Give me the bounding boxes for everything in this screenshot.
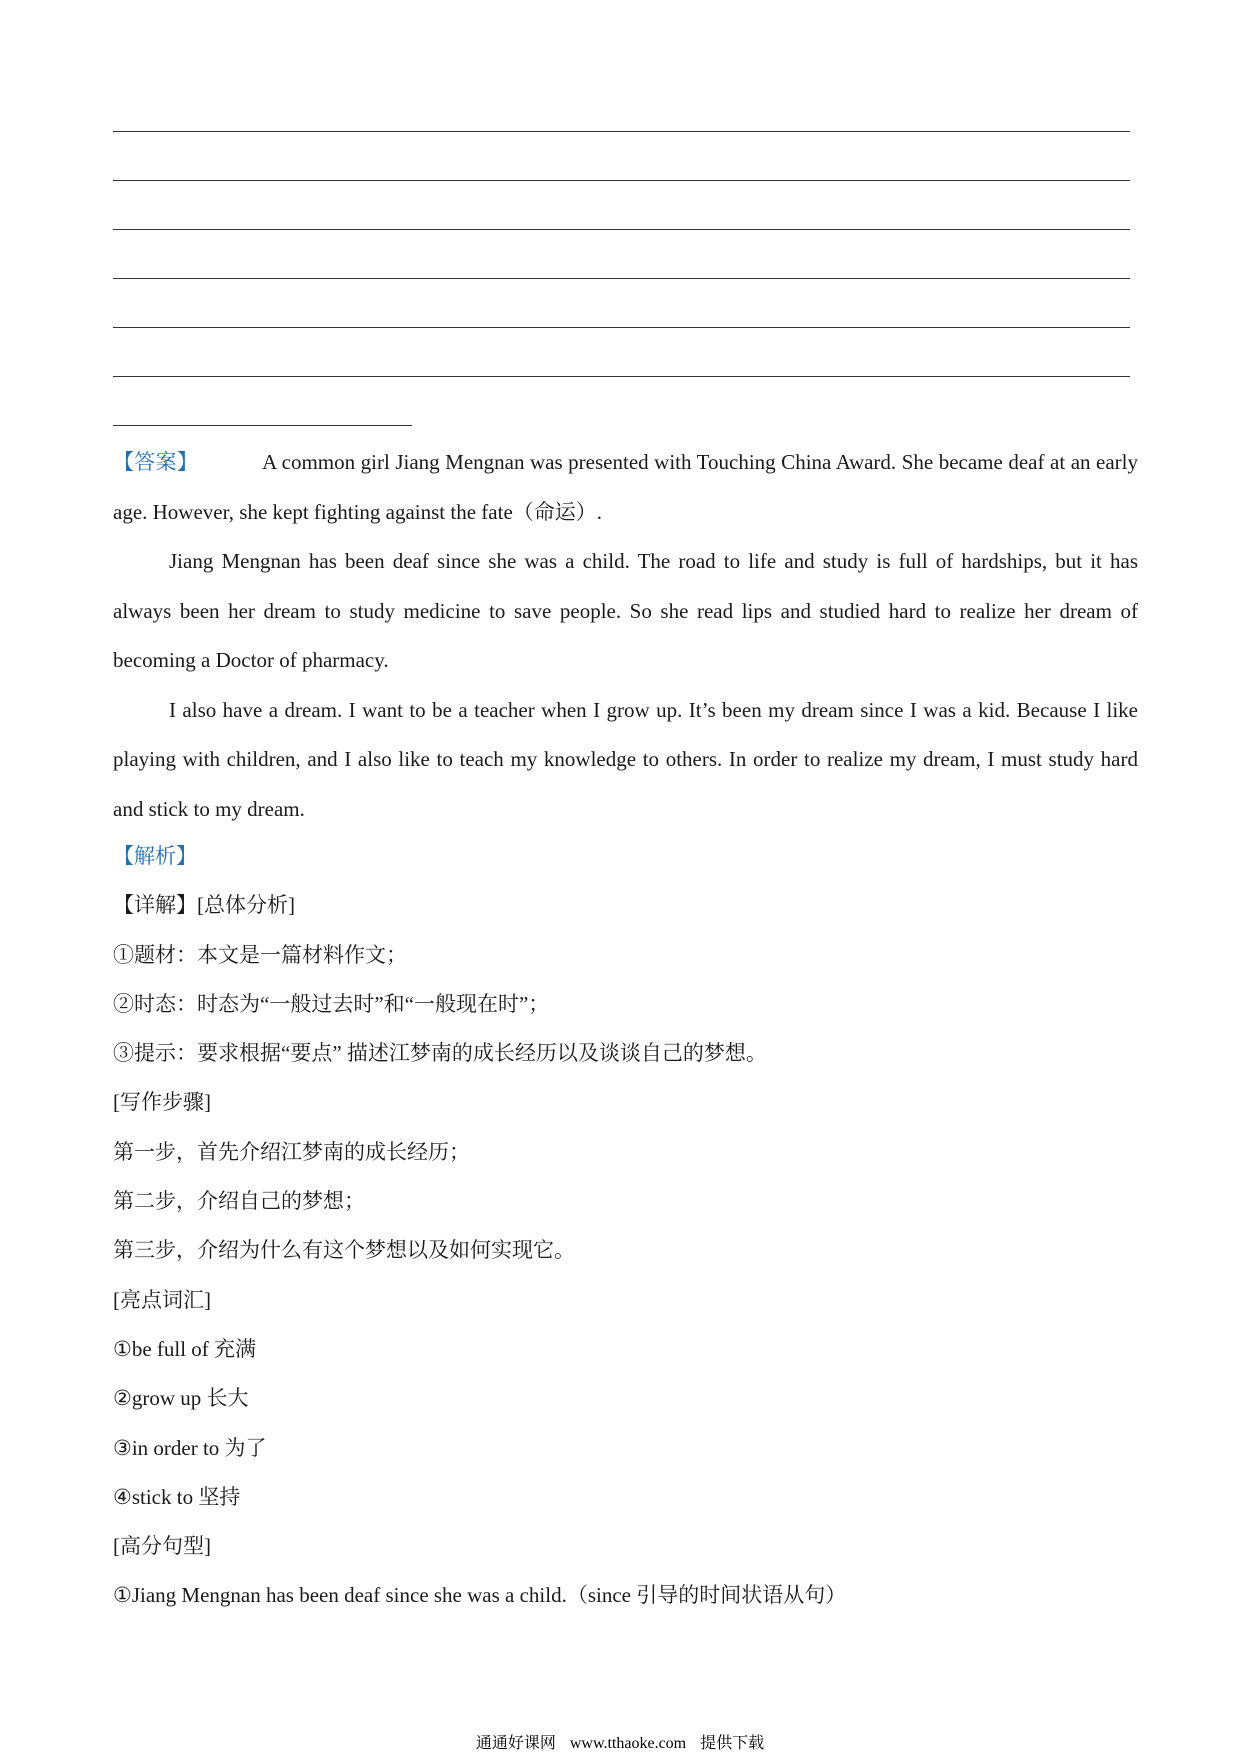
analysis-line: 【详解】[总体分析] (113, 893, 295, 918)
writing-line (113, 131, 1130, 132)
analysis-line: ③提示：要求根据“要点” 描述江梦南的成长经历以及谈谈自己的梦想。 (113, 1041, 767, 1066)
analysis-line: ①题材：本文是一篇材料作文； (113, 942, 407, 967)
answer-section (113, 438, 1138, 834)
writing-line (113, 327, 1130, 328)
footer-site-name: 通通好课网 (475, 1735, 556, 1752)
analysis-line: 第二步，介绍自己的梦想； (113, 1189, 365, 1214)
writing-line (113, 180, 1130, 181)
analysis-section (113, 832, 1138, 1621)
footer-note: 提供下载 (700, 1735, 765, 1752)
analysis-line: ④stick to 坚持 (113, 1484, 241, 1509)
analysis-line: ②grow up 长大 (113, 1386, 249, 1411)
answer-paragraph-1 (113, 438, 1138, 537)
writing-line (113, 278, 1130, 279)
analysis-line: [亮点词汇] (113, 1287, 211, 1312)
footer-url[interactable]: www.tthaoke.com (569, 1735, 687, 1752)
writing-line (113, 376, 1130, 377)
analysis-line: ②时态：时态为“一般过去时”和“一般现在时”； (113, 991, 550, 1016)
analysis-line: ①Jiang Mengnan has been deaf since she was a child.（since 引导的时间状语从句） (113, 1583, 847, 1608)
analysis-line: 第一步，首先介绍江梦南的成长经历； (113, 1139, 470, 1164)
analysis-line: [写作步骤] (113, 1090, 211, 1115)
answer-paragraph-2: Jiang Mengnan has been deaf since she was a child. The road to life and study is full of hardships, but it has always been her dream to study medicine to save people. So she read lips and studied hard to realize her dream of becoming a Doctor of pharmacy. (113, 549, 1138, 672)
analysis-line: 第三步，介绍为什么有这个梦想以及如何实现它。 (113, 1238, 575, 1263)
writing-line (113, 229, 1130, 230)
answer-text-1: A common girl Jiang Mengnan was presented with Touching China Award. She became deaf at an early age. However, she kept fighting against the fate（命运）. (113, 450, 1139, 524)
answer-label: 【答案】 (113, 450, 199, 474)
analysis-line: ①be full of 充满 (113, 1336, 257, 1361)
page-footer (0, 1734, 1240, 1754)
analysis-line: [高分句型] (113, 1534, 211, 1559)
analysis-line: ③in order to 为了 (113, 1435, 267, 1460)
writing-line-short (113, 425, 412, 426)
answer-paragraph-3: I also have a dream. I want to be a teacher when I grow up. It’s been my dream since I was a kid. Because I like playing with children, and I also like to teach my knowledge to others. In order to realize my dream, I must study hard and stick to my dream. (113, 697, 1138, 821)
analysis-label: 【解析】 (113, 844, 197, 868)
